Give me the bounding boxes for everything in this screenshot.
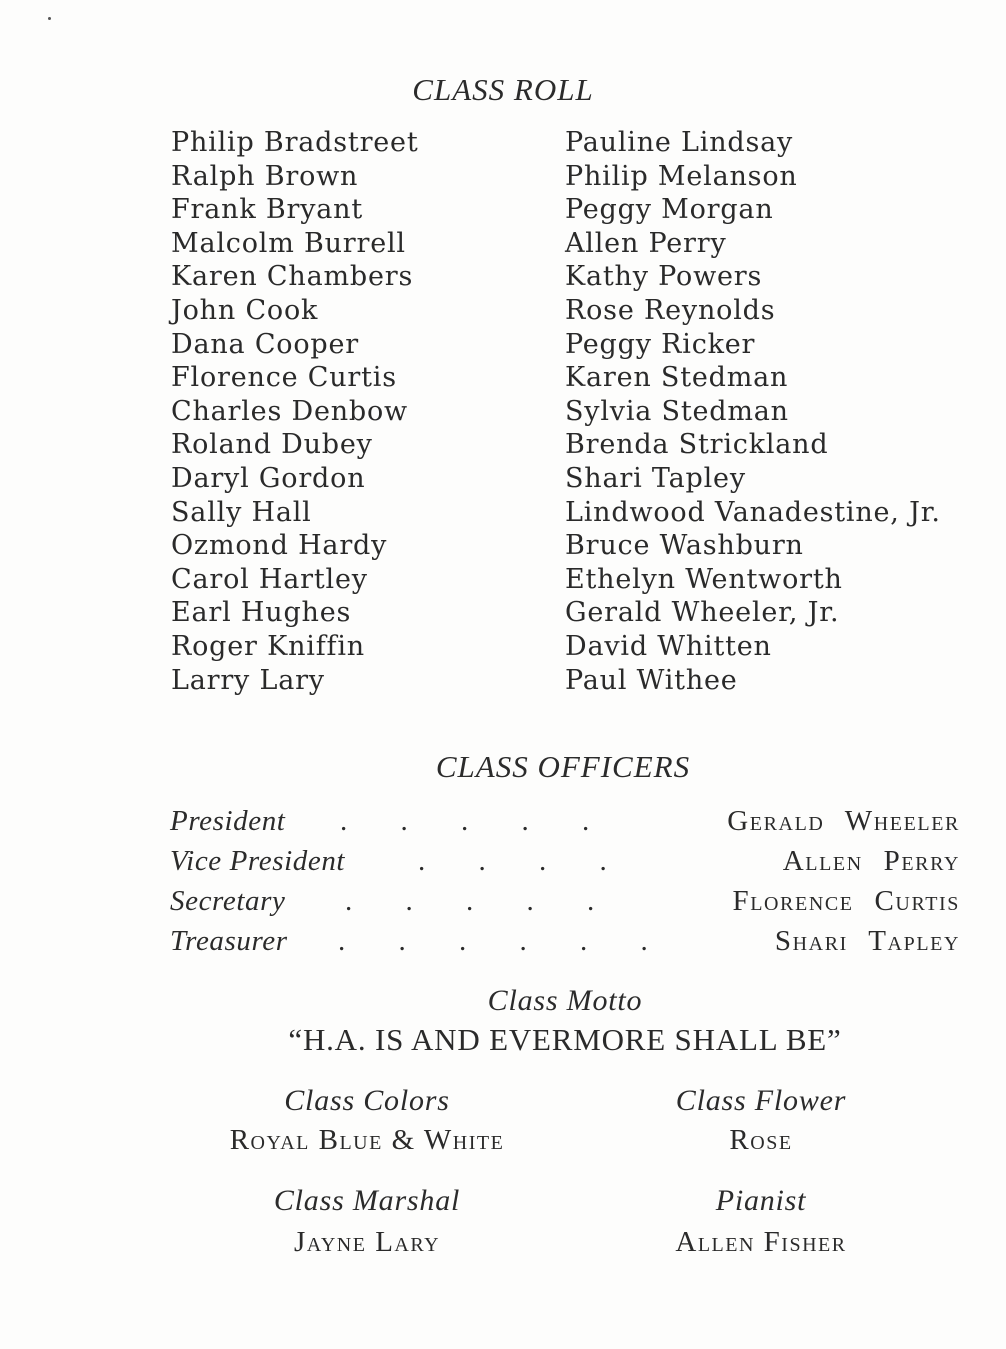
officer-name: Allen Perry xyxy=(782,845,960,877)
class-officers-heading: CLASS OFFICERS xyxy=(435,749,691,784)
class-roll-right-column xyxy=(565,126,941,697)
class-roll-name: Paul Withee xyxy=(565,664,738,696)
dot-leader: . . . . xyxy=(418,845,607,877)
class-motto-label: Class Motto xyxy=(487,984,643,1017)
class-roll-name: Ozmond Hardy xyxy=(171,530,388,562)
officer-row-vice-president xyxy=(170,845,960,881)
class-roll-name: Peggy Morgan xyxy=(565,194,774,226)
officer-name: Gerald Wheeler xyxy=(727,805,960,837)
officer-title: Secretary xyxy=(170,885,286,917)
officer-name: Florence Curtis xyxy=(732,885,960,917)
class-roll-name: David Whitten xyxy=(565,630,772,662)
officer-name: Shari Tapley xyxy=(774,925,960,957)
class-roll-name: Kathy Powers xyxy=(565,261,763,293)
class-roll-name: Roland Dubey xyxy=(171,429,373,461)
officer-title: Treasurer xyxy=(170,925,288,957)
paper-speck xyxy=(48,17,51,20)
class-roll-name: Daryl Gordon xyxy=(171,462,366,494)
class-roll-name: Frank Bryant xyxy=(171,194,364,226)
class-marshal-label: Class Marshal xyxy=(273,1184,461,1217)
class-roll-name: Shari Tapley xyxy=(565,462,746,494)
class-colors-label: Class Colors xyxy=(284,1084,450,1117)
class-roll-name: Charles Denbow xyxy=(171,395,408,427)
class-flower-label: Class Flower xyxy=(675,1084,847,1117)
pianist-label: Pianist xyxy=(715,1184,807,1217)
class-roll-name: Ethelyn Wentworth xyxy=(565,563,843,595)
class-roll-name: Dana Cooper xyxy=(171,328,359,360)
class-roll-name: Karen Stedman xyxy=(565,362,789,394)
class-roll-name: Allen Perry xyxy=(565,227,727,259)
officer-row-secretary xyxy=(170,885,960,921)
class-roll-name: Rose Reynolds xyxy=(565,294,776,326)
class-roll-name: Larry Lary xyxy=(171,664,325,696)
class-roll-name: Sylvia Stedman xyxy=(565,395,789,427)
class-roll-name: Florence Curtis xyxy=(171,362,397,394)
class-roll-name: Roger Kniffin xyxy=(171,630,365,662)
class-roll-name: Philip Melanson xyxy=(565,160,798,192)
class-roll-name: Gerald Wheeler, Jr. xyxy=(565,597,840,629)
class-roll-heading: CLASS ROLL xyxy=(412,72,594,107)
officer-row-president xyxy=(170,805,960,841)
class-roll-name: Carol Hartley xyxy=(171,563,368,595)
class-roll-left-column xyxy=(171,126,418,697)
officer-title: President xyxy=(170,805,286,837)
class-roll-name: Earl Hughes xyxy=(171,597,352,629)
class-roll-name: Philip Bradstreet xyxy=(171,127,419,158)
class-motto-text: “H.A. IS AND EVERMORE SHALL BE” xyxy=(288,1022,842,1057)
dot-leader: . . . . . xyxy=(345,885,595,917)
pianist-value: Allen Fisher xyxy=(675,1226,847,1258)
class-roll-name: John Cook xyxy=(171,294,319,326)
officer-row-treasurer xyxy=(170,925,960,961)
class-roll-name: Bruce Washburn xyxy=(565,530,804,562)
class-colors-value: Royal Blue & White xyxy=(229,1124,505,1156)
class-roll-name: Sally Hall xyxy=(171,496,312,528)
dot-leader: . . . . . . xyxy=(338,925,648,957)
class-roll-name: Peggy Ricker xyxy=(565,328,756,360)
class-roll-name: Lindwood Vanadestine, Jr. xyxy=(565,496,941,528)
class-roll-name: Karen Chambers xyxy=(171,261,414,293)
class-roll-name: Pauline Lindsay xyxy=(565,127,794,158)
class-roll-name: Brenda Strickland xyxy=(565,429,829,461)
class-roll-name: Ralph Brown xyxy=(171,160,359,192)
class-flower-value: Rose xyxy=(729,1124,793,1156)
dot-leader: . . . . . xyxy=(340,805,590,837)
officer-title: Vice President xyxy=(170,845,346,877)
class-roll-name: Malcolm Burrell xyxy=(171,227,406,259)
class-marshal-value: Jayne Lary xyxy=(293,1226,441,1258)
